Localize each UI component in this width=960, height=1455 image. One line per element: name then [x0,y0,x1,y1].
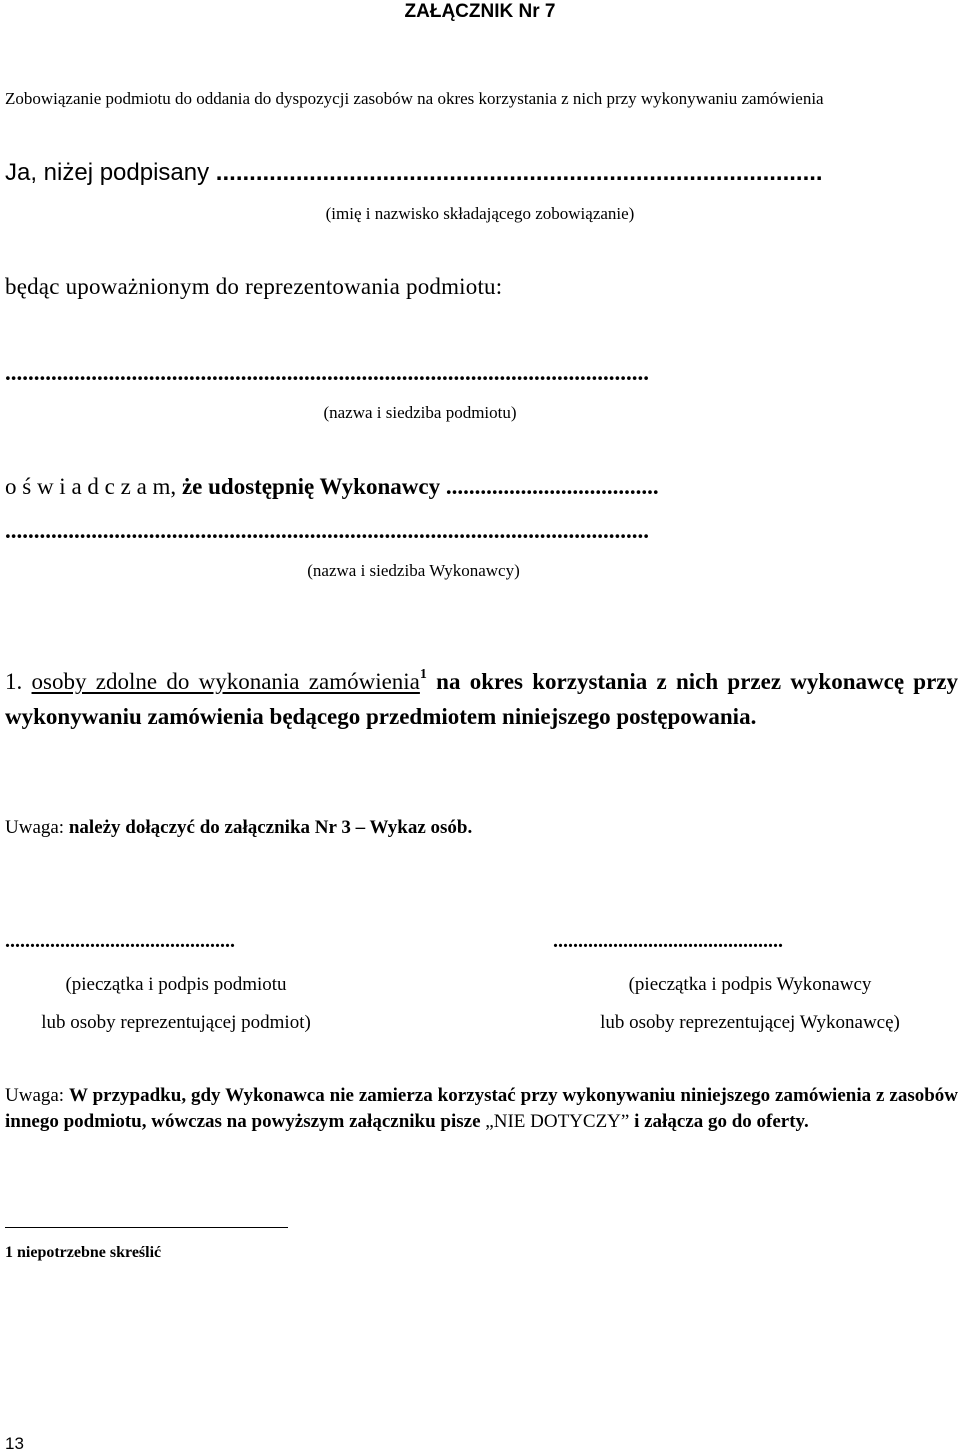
note-2-label: Uwaga: [5,1085,65,1106]
entity-dots: ................................................................................................................ [5,360,649,385]
statement-dots-inline: ..................................... [440,474,659,499]
signature-left-dots: .............................................. [5,930,235,952]
note-1 [5,815,472,841]
note-2-text-b: i załącza go do oferty. [634,1111,809,1132]
point-1-underlined: osoby zdolne do wykonania zamówienia [31,669,420,694]
statement-bold: że udostępnię Wykonawcy [181,474,441,499]
signature-right-caption-2: lub osoby reprezentującej Wykonawcę) [600,1012,900,1033]
signature-left-caption-2: lub osoby reprezentującej podmiot) [41,1012,311,1033]
point-1-number: 1. [5,669,23,694]
declarant-dots: ........................................................................................... [209,159,823,186]
signature-right-dots: .............................................. [553,930,783,952]
note-1-text: należy dołączyć do załącznika Nr 3 – Wykaz osób. [68,817,473,838]
document-title: ZAŁĄCZNIK Nr 7 [404,1,556,22]
declarant-caption: (imię i nazwisko składającego zobowiązanie) [325,204,635,223]
footnote-divider [5,1227,288,1228]
page-number: 13 [5,1434,24,1453]
footnote-ref: 1 [419,667,427,682]
statement-spaced: o ś w i a d c z a m, [5,474,177,499]
signature-left-caption-1: (pieczątka i podpis podmiotu [65,974,287,995]
point-1-rest: na okres korzystania z nich przez wykonawcę przy wykonywaniu zamówienia będącego przedmiotem niniejszego postępowania. [5,669,959,729]
point-1 [5,664,958,734]
contractor-caption: (nazwa i siedziba Wykonawcy) [307,561,520,580]
statement-line [5,472,659,502]
declarant-label: Ja, niżej podpisany [5,159,210,186]
note-2-quoted: „NIE DOTYCZY” [485,1111,630,1132]
note-2-text-a: W przypadku, gdy Wykonawca nie zamierza korzystać przy wykonywaniu niniejszego zamówienia z zasobów innego podmiotu, wówczas na powyższym załączniku pisze [5,1085,959,1132]
statement-dots-line: ................................................................................................................ [5,518,649,543]
note-2 [5,1083,958,1135]
document-heading: Zobowiązanie podmiotu do oddania do dyspozycji zasobów na okres korzystania z nich przy wykonywaniu zamówienia [5,89,824,108]
note-1-label: Uwaga: [5,817,65,838]
footnote-text: 1 niepotrzebne skreślić [5,1244,162,1261]
signature-right-caption-1: (pieczątka i podpis Wykonawcy [628,974,872,995]
entity-caption: (nazwa i siedziba podmiotu) [323,403,517,422]
entity-label: będąc upoważnionym do reprezentowania podmiotu: [5,274,503,299]
declarant-line [5,158,823,188]
